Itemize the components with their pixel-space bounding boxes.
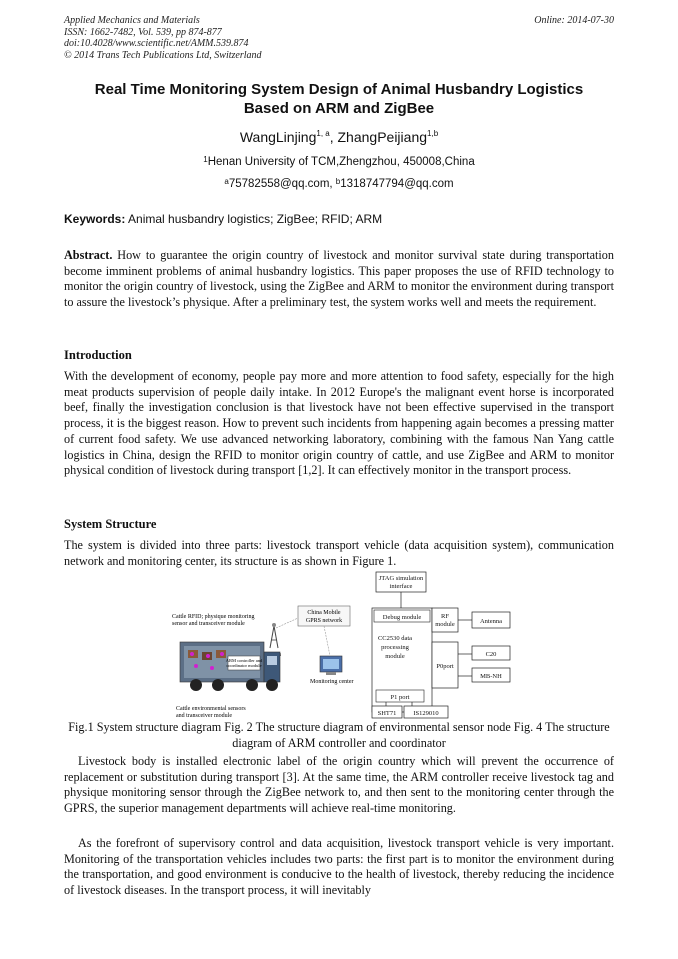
label-jtag-1: JTAG simulation: [378, 575, 424, 582]
abstract-text: How to guarantee the origin country of livestock and monitor survival state during transportation become imminent problems of animal husbandry logistics. This paper proposes the use of RFID technology to monitor the origin country of livestock, using the ZigBee and ARM to monitor the environment during transport to assure the livestock’s physique. After a preliminary test, the system works well and meets the requirement.: [64, 248, 614, 310]
label-cc-2: processing: [381, 644, 409, 651]
email-b-sup: b: [335, 177, 341, 186]
system-text: The system is divided into three parts: livestock transport vehicle (data acquisition system), communication network and monitoring center, its structure is as shown in Figure 1.: [64, 538, 614, 568]
abstract: [64, 248, 614, 311]
author-2: ZhangPeijiang: [337, 129, 428, 145]
intro-heading: Introduction: [64, 348, 132, 362]
label-china-mobile: China Mobile: [307, 610, 341, 616]
label-is129010: IS129010: [413, 710, 439, 717]
abstract-label: Abstract.: [64, 248, 113, 262]
doi: doi:10.4028/www.scientific.net/AMM.539.874: [64, 38, 249, 49]
emails: [60, 177, 618, 192]
label-sht71: SHT71: [377, 710, 397, 717]
computer-icon: [320, 656, 342, 675]
journal-header: [64, 15, 262, 61]
author-sep: ,: [329, 129, 338, 145]
label-env-sensors: Cattle environmental sensors: [176, 706, 246, 712]
keywords-text: Animal husbandry logistics; ZigBee; RFID; ARM: [125, 212, 383, 226]
issn: ISSN: 1662-7482, Vol. 539, pp 874-877: [64, 26, 222, 38]
keywords-label: Keywords:: [64, 212, 126, 226]
affiliation: [60, 155, 618, 170]
label-p0: P0port: [436, 663, 454, 670]
label-monitoring-center: Monitoring center: [310, 679, 354, 685]
affiliation-text: Henan University of TCM,Zhengzhou, 450008,China: [207, 156, 475, 168]
label-cc-1: CC2530 data: [377, 635, 413, 642]
title-line-1: Real Time Monitoring System Design of Animal Husbandry Logistics: [94, 81, 584, 98]
journal-name: Applied Mechanics and Materials: [64, 15, 200, 26]
label-c20: C20: [485, 651, 497, 658]
body-paragraph-2: As the forefront of supervisory control and data acquisition, livestock transport vehicle is very important. Monitoring of the transportation vehicles includes two parts: the first part is to monitor the environment during the transportation, and good environment is conducive to the health of livestock, thereby reducing the incidence of livestock diseases. In the transport process, it will inevitably: [64, 836, 614, 898]
rf-box: [432, 608, 458, 632]
label-cattle-rfid: Cattle RFID; physique monitoring: [172, 614, 255, 620]
figure-caption: Fig.1 System structure diagram Fig. 2 The structure diagram of environmental sensor node Fig. 4 The structure diagram of ARM controller and coordinator: [68, 720, 610, 750]
label-p1: P1 port: [390, 694, 410, 701]
email-b: 1318747794@qq.com: [340, 178, 454, 190]
online-date: Online: 2014-07-30: [534, 15, 614, 26]
email-a-sup: a: [224, 177, 229, 186]
author-1: WangLinjing: [239, 129, 317, 145]
intro-text: With the development of economy, people pay more and more attention to food safety, especially for the high meat products supervision of people daily intake. In 2012 Europe's the malignant event horse is incorporated beef, finally the investigation conclusion is that livestock have not been effective supervised in the transport process, it is the biggest reason. How to prevent such incidents from happening again becomes a pressing matter of current food safety. We use advanced networking laboratory, combining with the famous Nan Yang cattle logistics in China, design the RFID to monitor origin country of cattle, and use ZigBee and ARM to monitor physical condition of livestock during transport [1,2]. It can effectively monitor in the transport process.: [64, 369, 614, 478]
copyright: © 2014 Trans Tech Publications Ltd, Switzerland: [64, 49, 262, 61]
authors: [60, 128, 618, 146]
label-antenna: Antenna: [479, 618, 503, 625]
title-line-2: Based on ARM and ZigBee: [243, 100, 435, 117]
label-arm: ARM controller and: [225, 658, 263, 663]
author-2-sup: 1,b: [427, 129, 439, 138]
label-cattle-rfid-2: sensor and transceiver module: [172, 621, 245, 627]
keywords: [64, 212, 382, 227]
label-rf-1: RF: [441, 613, 449, 620]
system-heading: System Structure: [64, 517, 157, 531]
figure-1: [160, 570, 520, 720]
label-cc-3: module: [385, 653, 405, 660]
paper-title: [60, 80, 618, 118]
affiliation-sup: 1: [203, 155, 208, 164]
label-arm-2: coordinator module: [226, 663, 262, 668]
author-1-sup: 1, a: [316, 129, 330, 138]
label-gprs: GPRS network: [305, 618, 343, 624]
email-a: 75782558@qq.com,: [228, 178, 336, 190]
label-jtag-2: interface: [389, 583, 413, 590]
label-rf-2: module: [435, 621, 455, 628]
body-paragraph-1: Livestock body is installed electronic label of the origin country which will prevent the occurrence of replacement or substitution during transport [3]. At the same time, the ARM controller receive livestock tag and physique monitoring sensor through the ZigBee network to, and then sent to the monitoring center through the GPRS, the superior management departments will achieve real-time monitoring.: [64, 754, 614, 816]
label-mbnh: MB-NH: [480, 673, 502, 680]
base-station-icon: [270, 623, 278, 648]
label-env-sensors-2: and transceiver module: [176, 713, 232, 719]
label-debug: Debug module: [382, 614, 422, 621]
